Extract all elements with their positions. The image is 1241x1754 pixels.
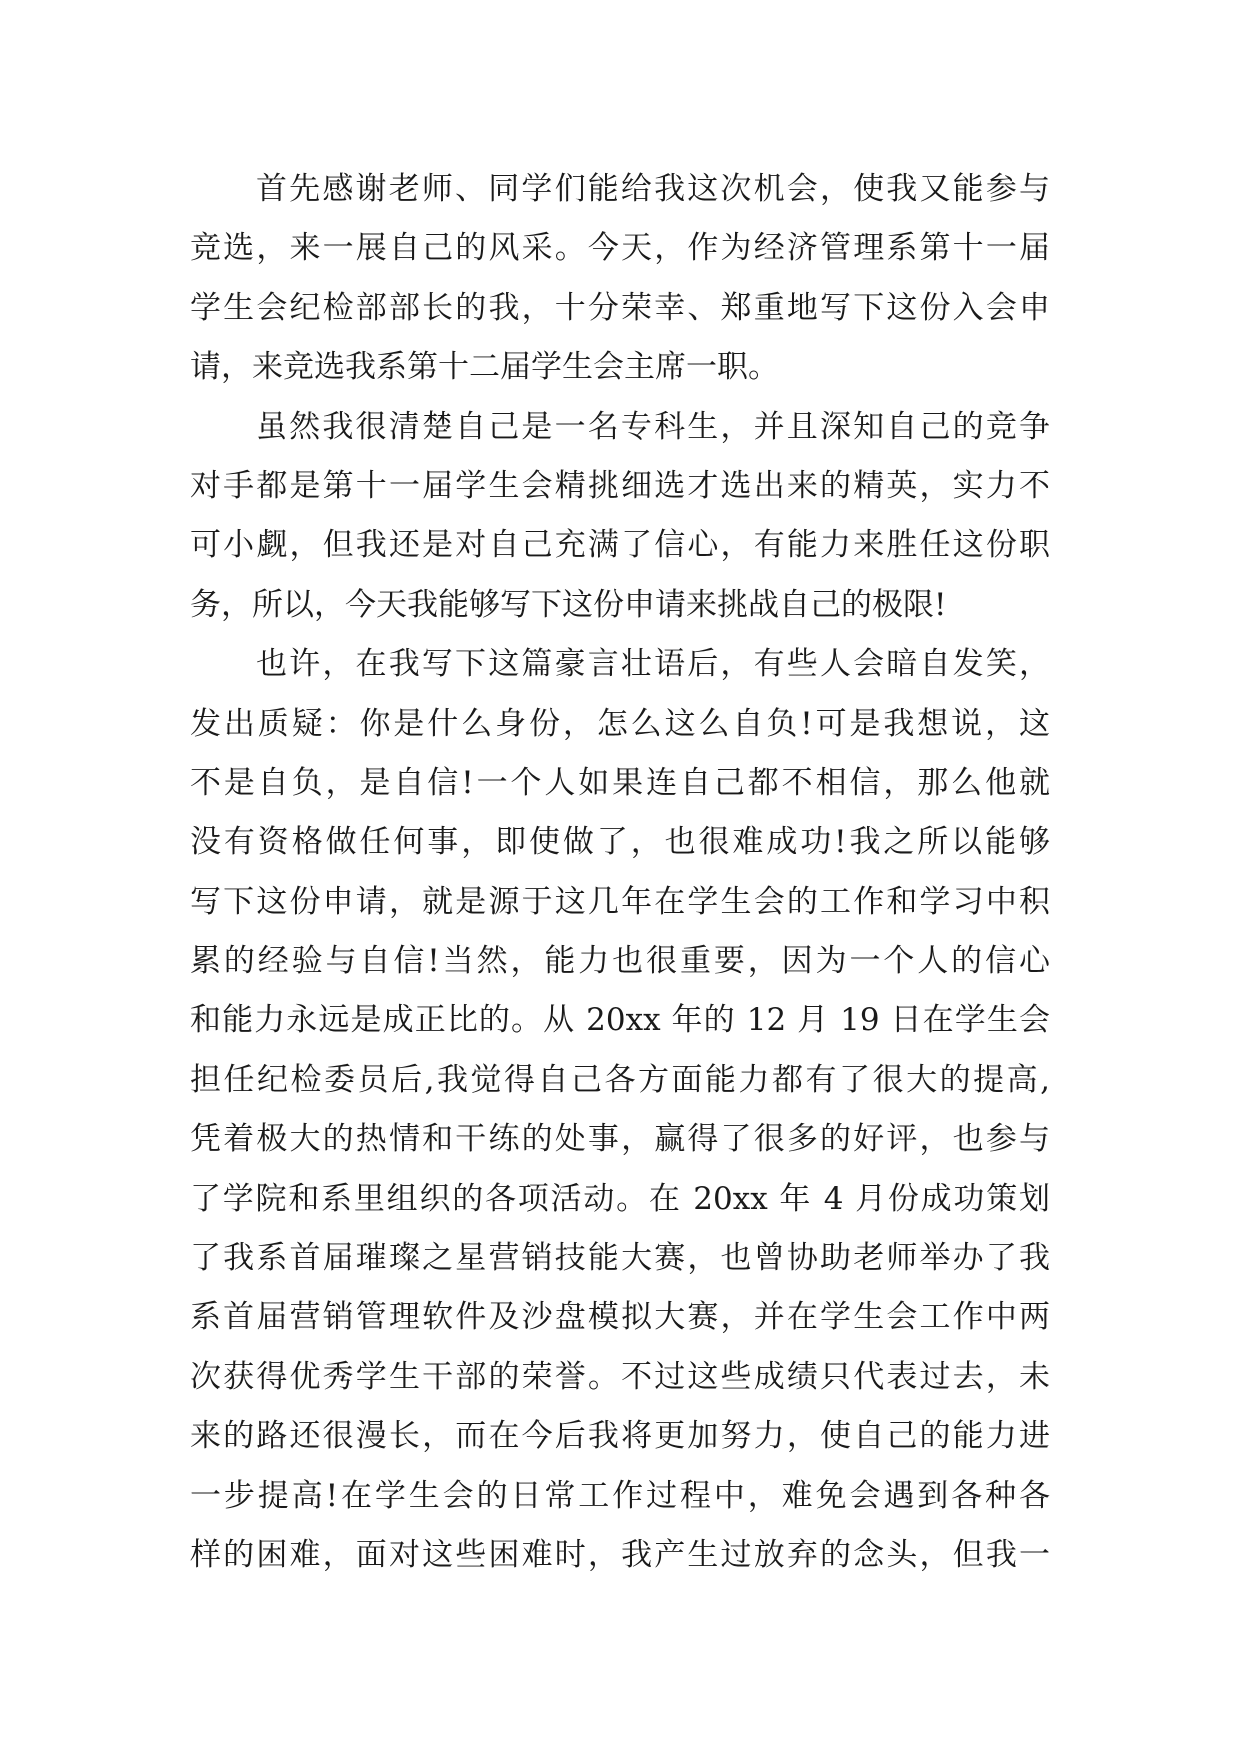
paragraph-3-line-1: 也许，在我写下这篇豪言壮语后，有些人会暗自发笑， [256,646,1050,683]
paragraph-2-line-3: 可小觑，但我还是对自己充满了信心，有能力来胜任这份职 [190,527,1050,564]
paragraph-3-line-16: 样的困难，面对这些困难时，我产生过放弃的念头，但我一 [190,1536,1050,1573]
paragraph-1-line-3: 学生会纪检部部长的我，十分荣幸、郑重地写下这份入会申 [190,289,1050,326]
paragraph-3-line-2: 发出质疑：你是什么身份，怎么这么自负!可是我想说，这 [190,705,1050,742]
paragraph-2-line-2: 对手都是第十一届学生会精挑细选才选出来的精英，实力不 [190,467,1050,504]
paragraph-3-line-8: 担任纪检委员后,我觉得自己各方面能力都有了很大的提高, [190,1061,1050,1098]
paragraph-3-line-9: 凭着极大的热情和干练的处事，赢得了很多的好评，也参与 [190,1121,1050,1158]
paragraph-3-line-11: 了我系首届璀璨之星营销技能大赛，也曾协助老师举办了我 [190,1240,1050,1277]
paragraph-1-line-4: 请，来竞选我系第十二届学生会主席一职。 [190,349,779,386]
paragraph-2-line-1: 虽然我很清楚自己是一名专科生，并且深知自己的竞争 [256,408,1050,445]
paragraph-3-line-7: 和能力永远是成正比的。从 20xx 年的 12 月 19 日在学生会 [190,1002,1050,1039]
paragraph-3-line-4: 没有资格做任何事，即使做了，也很难成功!我之所以能够 [190,824,1050,861]
paragraph-1-line-2: 竞选，来一展自己的风采。今天，作为经济管理系第十一届 [190,230,1050,267]
paragraph-1-line-1: 首先感谢老师、同学们能给我这次机会，使我又能参与 [256,171,1050,207]
paragraph-3-line-13: 次获得优秀学生干部的荣誉。不过这些成绩只代表过去，未 [190,1358,1050,1395]
paragraph-3-line-10: 了学院和系里组织的各项活动。在 20xx 年 4 月份成功策划 [190,1180,1050,1217]
document-body [190,160,1050,1585]
paragraph-3-line-12: 系首届营销管理软件及沙盘模拟大赛，并在学生会工作中两 [190,1299,1050,1336]
paragraph-3-line-3: 不是自负，是自信!一个人如果连自己都不相信，那么他就 [190,764,1050,801]
paragraph-3-line-15: 一步提高!在学生会的日常工作过程中，难免会遇到各种各 [190,1477,1050,1514]
paragraph-3-line-6: 累的经验与自信!当然，能力也很重要，因为一个人的信心 [190,943,1050,980]
paragraph-3-line-5: 写下这份申请，就是源于这几年在学生会的工作和学习中积 [190,883,1050,920]
paragraph-3-line-14: 来的路还很漫长，而在今后我将更加努力，使自己的能力进 [190,1418,1050,1455]
paragraph-2-line-4: 务，所以，今天我能够写下这份申请来挑战自己的极限! [190,586,947,623]
